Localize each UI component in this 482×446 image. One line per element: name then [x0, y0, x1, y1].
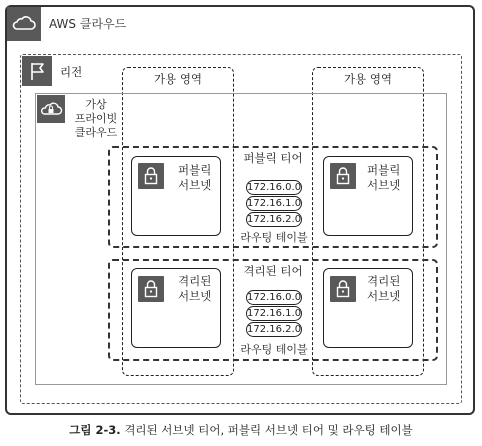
vpc-icon-badge — [37, 95, 65, 123]
isolated-route-entry: 172.16.0.0 — [247, 292, 302, 303]
isolated-tier-label: 격리된 티어 — [243, 264, 303, 278]
lock-icon — [330, 163, 356, 189]
public-tier-label: 퍼블릭 티어 — [243, 151, 303, 165]
lock-icon — [138, 163, 164, 189]
public-subnet-right-label — [367, 163, 400, 193]
cloud-icon-badge — [7, 7, 41, 41]
isolated-subnet-right-lock-badge — [330, 276, 356, 302]
aws-cloud-label: AWS 클라우드 — [49, 17, 127, 31]
flag-icon-badge — [22, 56, 52, 86]
public-subnet-left-label — [178, 163, 211, 193]
isolated-subnet-right-label — [367, 274, 400, 304]
vpc-label-line-3: 클라우드 — [74, 126, 118, 139]
isolated-route-entry: 172.16.2.0 — [247, 324, 302, 335]
lock-icon — [330, 276, 356, 302]
figure-caption-text: 격리된 서브넷 티어, 퍼블릭 서브넷 티어 및 라우팅 테이블 — [124, 423, 413, 437]
region-label: 리전 — [60, 65, 83, 79]
public-subnet-left-lock-badge — [138, 163, 164, 189]
isolated-subnet-right-label-line-2: 서브넷 — [367, 289, 401, 303]
public-route-entry: 172.16.2.0 — [247, 214, 302, 225]
public-subnet-right-lock-badge — [330, 163, 356, 189]
vpc-label — [70, 98, 122, 140]
isolated-subnet-left-label-line-2: 서브넷 — [178, 289, 212, 303]
public-subnet-right-label-line-1: 퍼블릭 — [367, 163, 401, 177]
availability-zone-left-label: 가용 영역 — [153, 72, 203, 86]
isolated-route-entry: 172.16.1.0 — [247, 308, 302, 319]
vpc-cloud-lock-icon — [37, 95, 65, 123]
lock-icon — [138, 276, 164, 302]
figure-caption — [0, 423, 482, 437]
vpc-label-line-2: 프라이빗 — [74, 112, 118, 125]
isolated-subnet-left-label-line-1: 격리된 — [178, 274, 212, 288]
public-subnet-left-label-line-2: 서브넷 — [178, 178, 212, 192]
public-subnet-right-label-line-2: 서브넷 — [367, 178, 401, 192]
public-routing-table-label: 라우팅 테이블 — [240, 231, 308, 244]
isolated-subnet-left-label — [178, 274, 211, 304]
public-subnet-left-label-line-1: 퍼블릭 — [178, 163, 212, 177]
vpc-label-line-1: 가상 — [85, 98, 107, 111]
isolated-subnet-right-label-line-1: 격리된 — [367, 274, 401, 288]
flag-icon — [22, 56, 52, 86]
isolated-routing-table-label: 라우팅 테이블 — [240, 343, 308, 356]
cloud-icon — [7, 7, 41, 41]
availability-zone-right-label: 가용 영역 — [343, 72, 393, 86]
public-route-entry: 172.16.1.0 — [247, 198, 302, 209]
public-route-entry: 172.16.0.0 — [247, 182, 302, 193]
figure-number: 그림 2-3. — [69, 423, 121, 437]
isolated-subnet-left-lock-badge — [138, 276, 164, 302]
